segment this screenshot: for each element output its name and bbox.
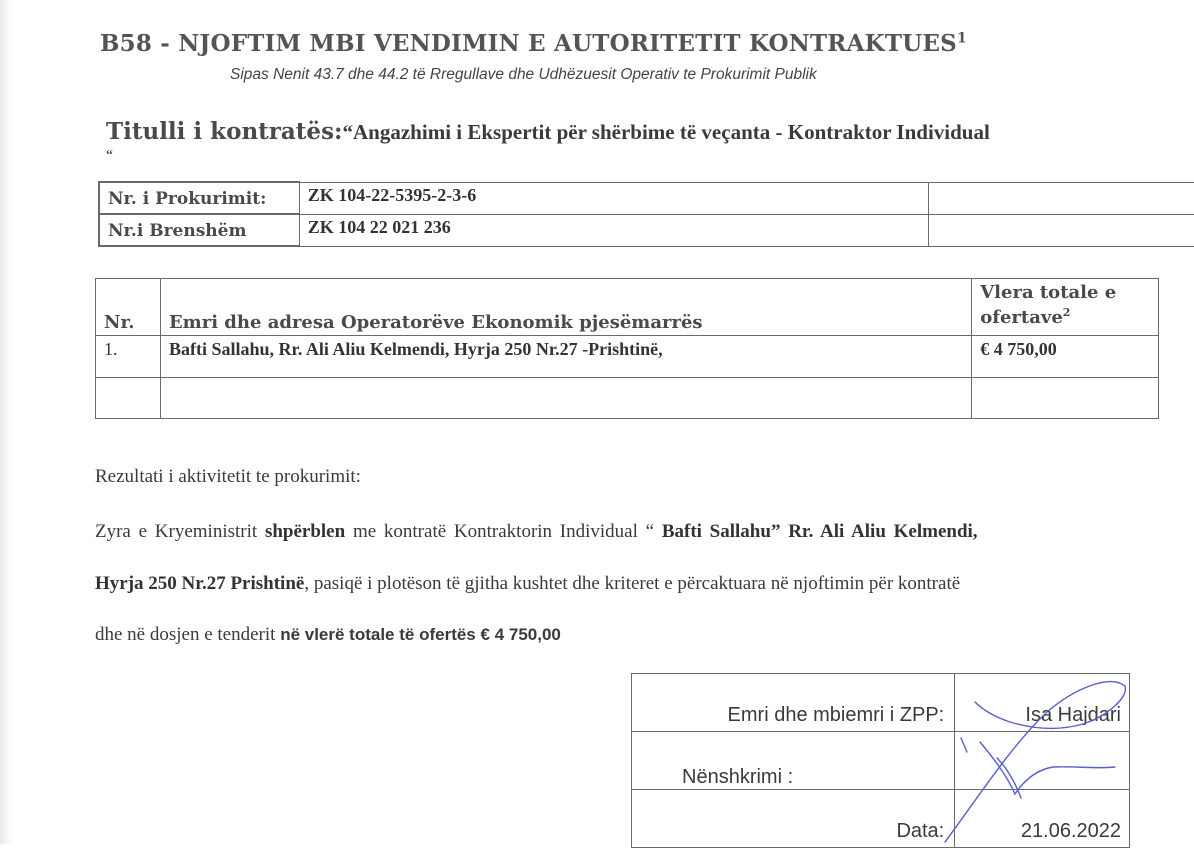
date-label: Data: — [632, 790, 955, 848]
document-title: B58 - NJOFTIM MBI VENDIMIN E AUTORITETIT KONTRAKTUES$^1$ — [100, 30, 967, 57]
result-heading: Rezultati i aktivitetit te prokurimit: — [95, 466, 361, 487]
document-subtitle: Sipas Nenit 43.7 dhe 44.2 të Rregullave dhe Udhëzuesit Operativ te Prokurimit Publik — [230, 66, 817, 83]
date-value: 21.06.2022 — [955, 790, 1130, 848]
column-header-nr: Nr. — [96, 279, 161, 336]
internal-number-label: Nr.i Brenshëm — [99, 214, 299, 246]
result-paragraph-line: Zyra e Kryeministrit shpërblen me kontratë Kontraktorin Individual “ Bafti Sallahu” Rr. Ali Aliu Kelmendi, — [95, 521, 978, 542]
offer-operator: Bafti Sallahu, Rr. Ali Aliu Kelmendi, Hyrja 250 Nr.27 -Prishtinë, — [160, 336, 971, 378]
offer-operator — [160, 378, 971, 419]
contract-title-value: “Angazhimi i Ekspertit për shërbime të veçanta - Kontraktor Individual — [342, 120, 990, 144]
table-row — [96, 336, 1159, 378]
offers-header-row — [96, 279, 1159, 336]
internal-number-value: ZK 104 22 021 236 — [299, 214, 929, 246]
empty-cell — [929, 182, 1194, 214]
column-header-name: Emri dhe adresa Operatorëve Ekonomik pjesëmarrës — [160, 279, 971, 336]
result-paragraph-line: Hyrja 250 Nr.27 Prishtinë, pasiqë i plotëson të gjitha kushtet dhe kriteret e përcaktuara në njoftimin për kontratë — [95, 573, 961, 594]
procurement-row — [99, 182, 1194, 214]
procurement-number-label: Nr. i Prokurimit: — [99, 182, 299, 214]
offer-nr — [96, 378, 161, 419]
procurement-table — [98, 181, 1194, 247]
signature-label: Nënshkrimi : — [632, 732, 955, 790]
procurement-row — [99, 214, 1194, 246]
contract-title-label: Titulli i kontratës: — [106, 118, 343, 145]
official-name-value: Isa Hajdari — [955, 674, 1130, 732]
table-row — [96, 378, 1159, 419]
offer-value: € 4 750,00 — [972, 336, 1159, 378]
offer-value — [972, 378, 1159, 419]
page-edge — [0, 0, 14, 844]
official-name-label: Emri dhe mbiemri i ZPP: — [632, 674, 955, 732]
result-paragraph-line: dhe në dosjen e tenderit në vlerë totale të ofertës € 4 750,00 — [95, 624, 561, 645]
contract-title-closing-quote: “ — [106, 148, 113, 163]
offers-table — [95, 278, 1159, 419]
column-header-value: Vlera totale e ofertave$^2$ — [972, 279, 1159, 336]
contract-title — [106, 118, 990, 145]
handwritten-signature — [935, 672, 1135, 844]
procurement-number-value: ZK 104-22-5395-2-3-6 — [299, 182, 929, 214]
empty-cell — [929, 214, 1194, 246]
offer-nr: 1. — [96, 336, 161, 378]
